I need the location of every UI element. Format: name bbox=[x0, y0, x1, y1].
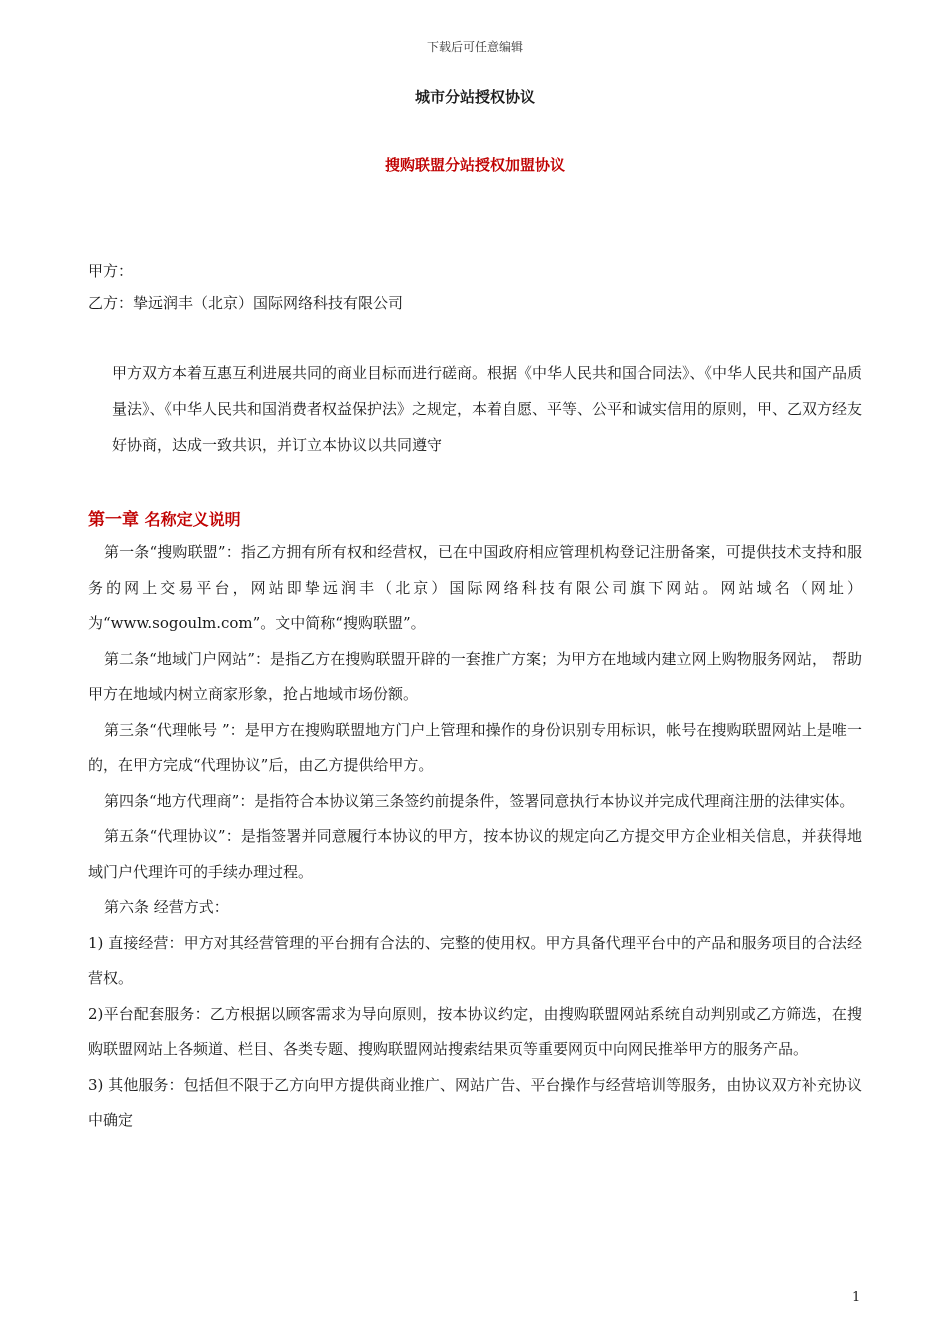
intro-paragraph: 甲方双方本着互惠互利进展共同的商业目标而进行磋商。根据《中华人民共和国合同法》、《中华人民共和国产品质量法》、《中华人民共和国消费者权益保护法》之规定，本着自愿、平等、公平和诚实信用的原则，甲、乙双方经友好协商，达成一致共识，并订立本协议以共同遵守 bbox=[112, 364, 863, 454]
party-b: 乙方：挚远润丰（北京）国际网络科技有限公司 bbox=[88, 294, 404, 312]
list-item-other-service: 3) 其他服务：包括但不限于乙方向甲方提供商业推广、网站广告、平台操作与经营培训等服务，由协议双方补充协议中确定 bbox=[88, 1075, 862, 1129]
chapter-heading bbox=[88, 505, 241, 530]
party-a: 甲方： bbox=[88, 262, 134, 280]
page-number: 1 bbox=[852, 1290, 861, 1305]
list-item-direct-operation: 1) 直接经营：甲方对其经营管理的平台拥有合法的、完整的使用权。甲方具备代理平台中的产品和服务项目的合法经营权。 bbox=[88, 933, 862, 987]
article-1: 第一条“搜购联盟”：指乙方拥有所有权和经营权，已在中国政府相应管理机构登记注册备案，可提供技术支持和服务的网上交易平台，网站即挚远润丰（北京）国际网络科技有限公司旗下网站。网站域名（网址）为“www.sogoulm.com”。文中简称“搜购联盟”。 bbox=[88, 543, 862, 632]
page-header: 下载后可任意编辑 bbox=[426, 40, 523, 54]
article-4: 第四条“地方代理商”：是指符合本协议第三条签约前提条件，签署同意执行本协议并完成代理商注册的法律实体。 bbox=[104, 791, 855, 810]
article-2: 第二条“地域门户网站”：是指乙方在搜购联盟开辟的一套推广方案；为甲方在地域内建立网上购物服务网站， 帮助甲方在地域内树立商家形象，抢占地域市场份额。 bbox=[88, 649, 862, 703]
article-3: 第三条“代理帐号 ”：是甲方在搜购联盟地方门户上管理和操作的身份识别专用标识，帐号在搜购联盟网站上是唯一的，在甲方完成“代理协议”后，由乙方提供给甲方。 bbox=[88, 720, 862, 774]
chapter-number: 第一章 bbox=[88, 510, 139, 530]
article-6: 第六条 经营方式： bbox=[104, 898, 229, 916]
chapter-body bbox=[88, 535, 862, 1139]
article-5: 第五条“代理协议”：是指签署并同意履行本协议的甲方，按本协议的规定向乙方提交甲方企业相关信息，并获得地域门户代理许可的手续办理过程。 bbox=[88, 827, 862, 881]
document-title: 城市分站授权协议 bbox=[414, 88, 535, 106]
document-subtitle: 搜购联盟分站授权加盟协议 bbox=[384, 156, 565, 174]
chapter-name: 名称定义说明 bbox=[144, 510, 241, 529]
list-item-platform-service: 2)平台配套服务：乙方根据以顾客需求为导向原则，按本协议约定，由搜购联盟网站系统自动判别或乙方筛选，在搜购联盟网站上各频道、栏目、各类专题、搜购联盟网站搜索结果页等重要网页中向网民推举甲方的服务产品。 bbox=[88, 1004, 862, 1058]
